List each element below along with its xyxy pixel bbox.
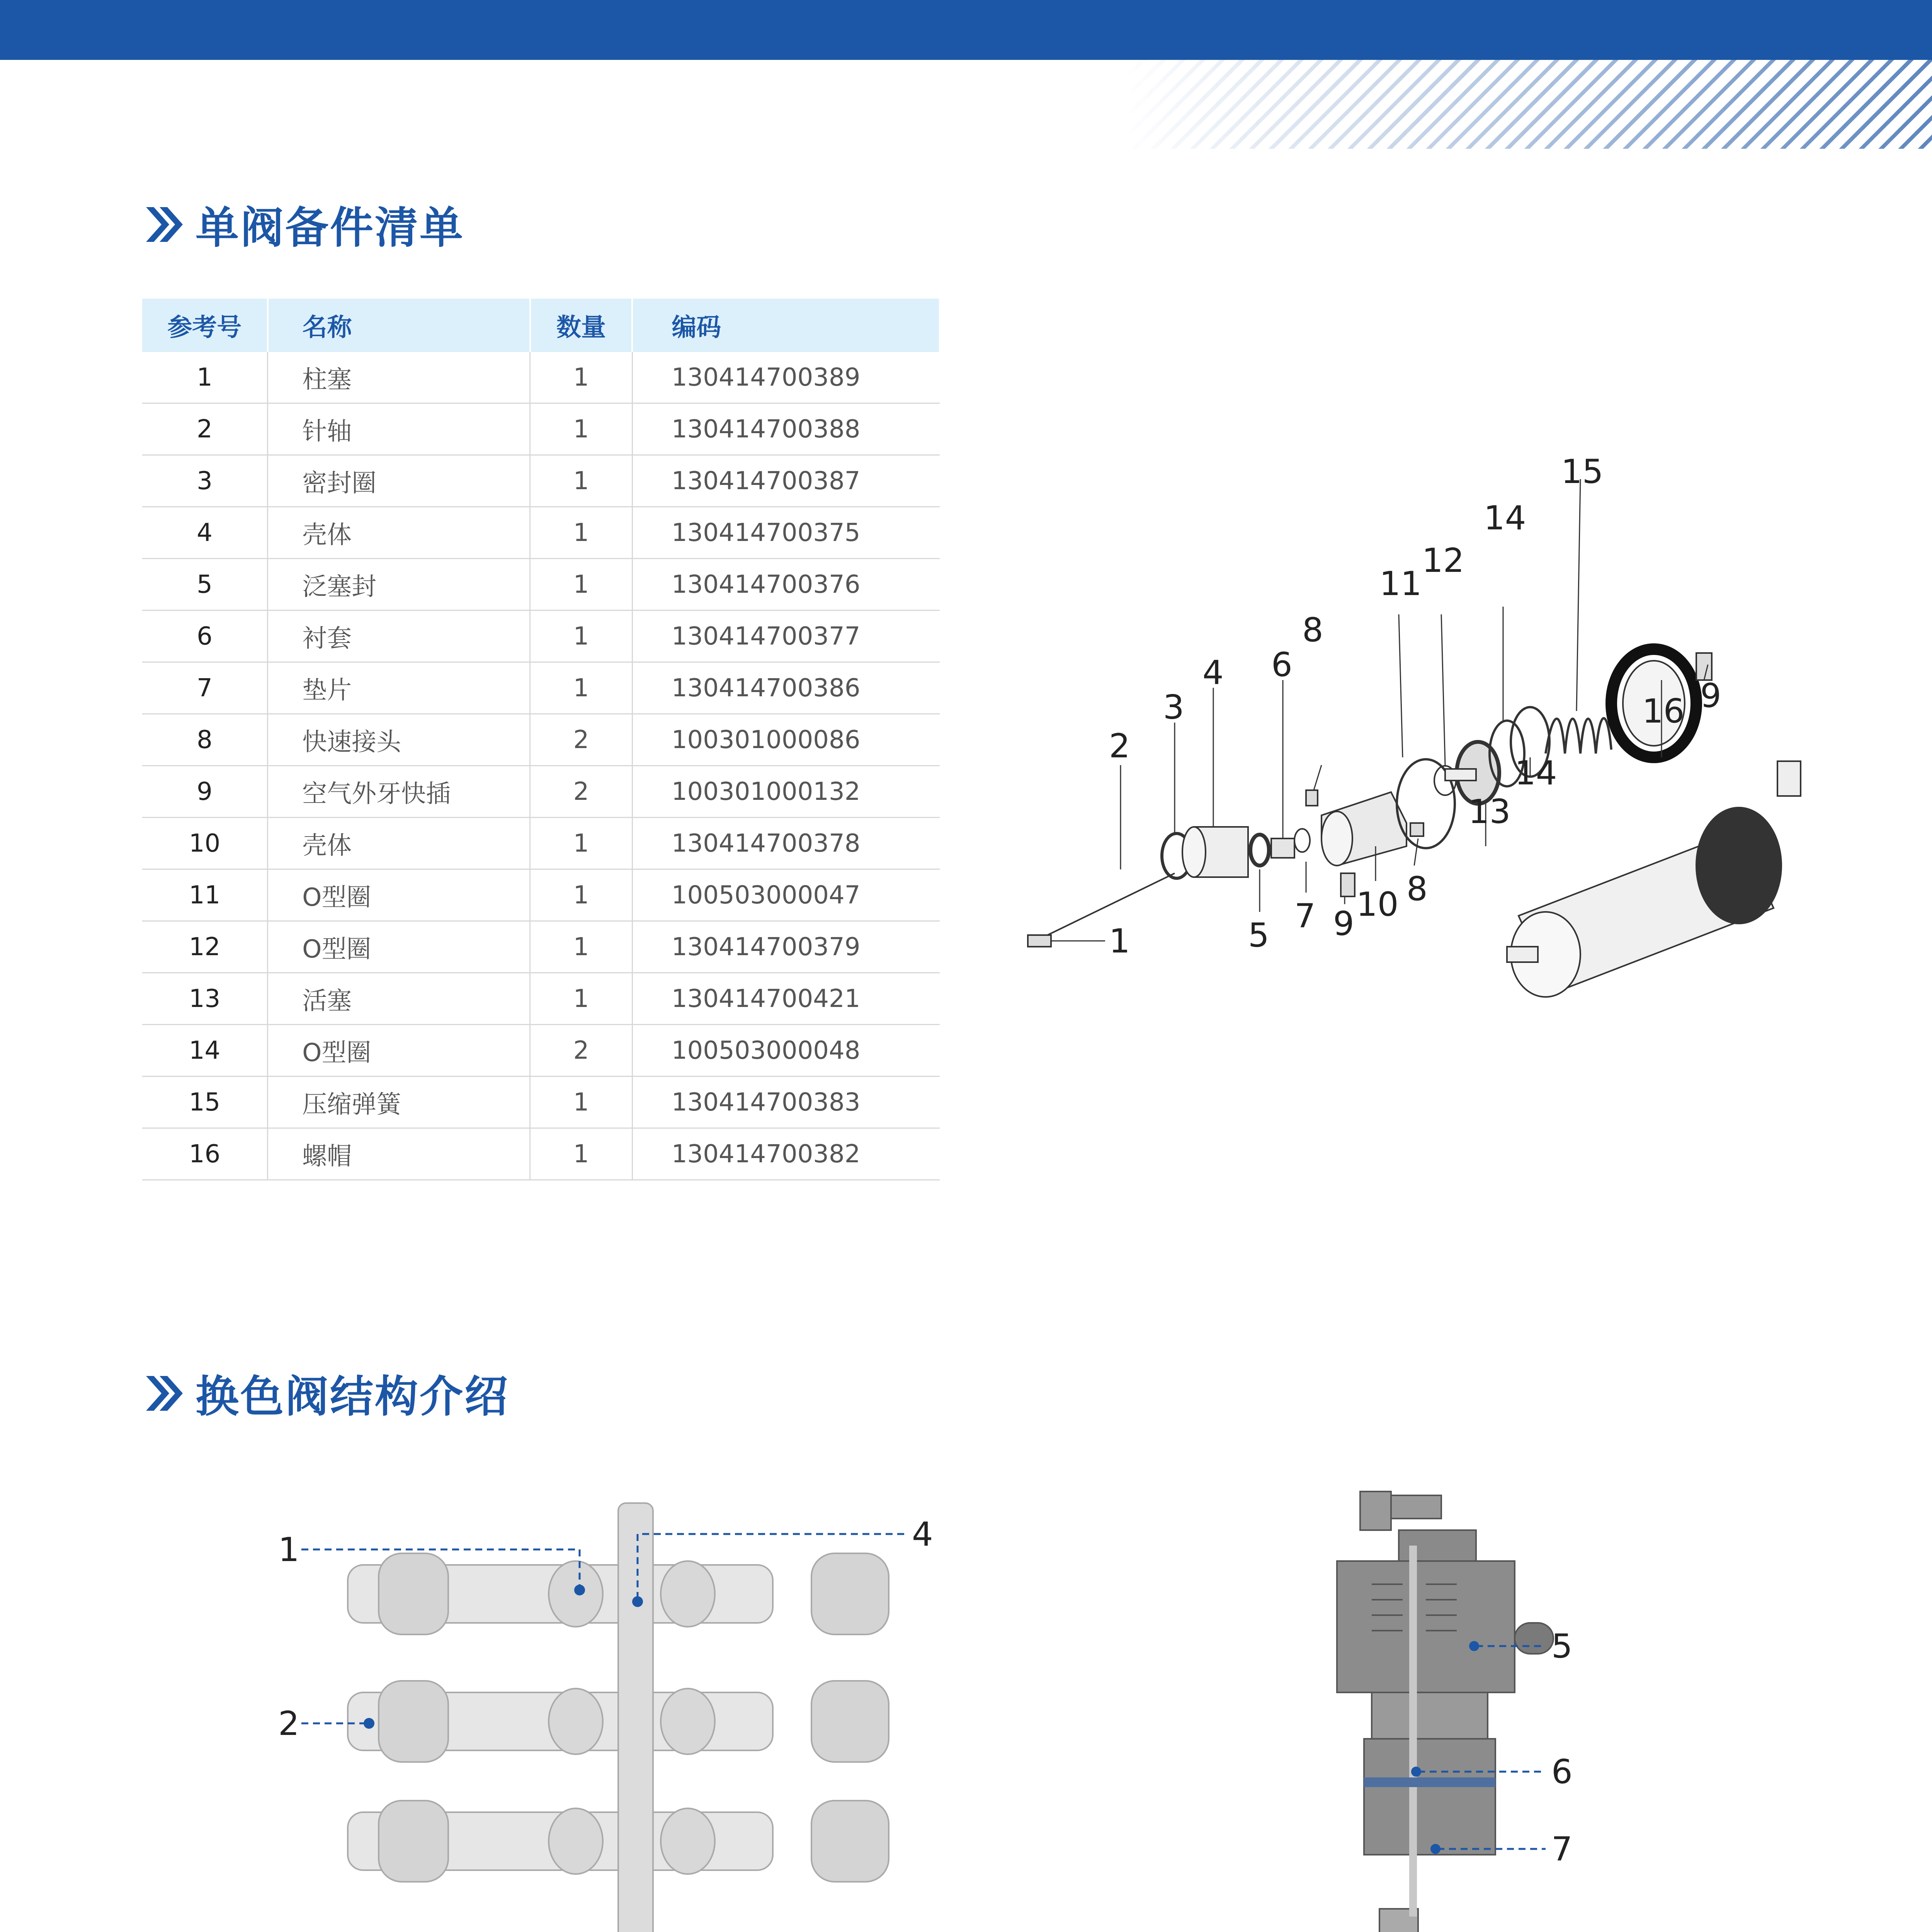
cell-qty: 1 (530, 559, 633, 611)
cell-ref: 7 (142, 662, 268, 714)
exploded-view-drawing (1005, 437, 1816, 1016)
section-title-text: 换色阀结构介绍 (196, 1372, 509, 1422)
exploded-callout-14b: 14 (1515, 754, 1557, 793)
header-code: 编码 (632, 299, 940, 352)
cell-code: 130414700378 (632, 818, 940, 869)
cell-code: 130414700387 (632, 455, 940, 507)
decorative-stripes (1121, 60, 1932, 149)
cell-code: 130414700375 (632, 507, 940, 559)
table-row (142, 714, 940, 766)
cell-ref: 2 (142, 403, 268, 455)
cell-ref: 4 (142, 507, 268, 559)
table-row (142, 507, 940, 559)
exploded-callout-8b: 8 (1406, 870, 1428, 908)
cell-ref: 6 (142, 611, 268, 662)
cell-code: 130414700376 (632, 559, 940, 611)
exploded-callout-14a: 14 (1484, 499, 1526, 537)
cell-code: 100301000086 (632, 714, 940, 766)
cell-name: 针轴 (268, 403, 530, 455)
exploded-callout-7: 7 (1294, 897, 1316, 935)
cell-name: 壳体 (268, 507, 530, 559)
cell-name: 柱塞 (268, 352, 530, 403)
exploded-callout-13: 13 (1468, 793, 1511, 831)
cell-name: 壳体 (268, 818, 530, 869)
cell-qty: 1 (530, 403, 633, 455)
cell-name: 垫片 (268, 662, 530, 714)
exploded-callout-5: 5 (1248, 916, 1269, 955)
section-title-structure (142, 1362, 509, 1424)
top-banner (0, 0, 1932, 60)
cell-ref: 1 (142, 352, 268, 403)
spare-parts-table (142, 299, 940, 1180)
table-row (142, 818, 940, 869)
exploded-callout-12: 12 (1422, 541, 1464, 580)
cell-qty: 1 (530, 507, 633, 559)
exploded-callout-4: 4 (1202, 653, 1224, 692)
cell-name: 活塞 (268, 973, 530, 1025)
exploded-callout-1: 1 (1109, 922, 1130, 961)
cell-name: 泛塞封 (268, 559, 530, 611)
assembly-drawing (270, 1492, 966, 1932)
cell-name: O型圈 (268, 1025, 530, 1077)
table-row (142, 973, 940, 1025)
cell-qty: 1 (530, 973, 633, 1025)
cell-name: O型圈 (268, 869, 530, 921)
cell-qty: 2 (530, 1025, 633, 1077)
cell-code: 130414700389 (632, 352, 940, 403)
cell-qty: 1 (530, 1077, 633, 1128)
cell-code: 130414700382 (632, 1128, 940, 1180)
cell-code: 130414700421 (632, 973, 940, 1025)
exploded-callout-8a: 8 (1302, 611, 1323, 650)
cell-ref: 15 (142, 1077, 268, 1128)
cell-qty: 1 (530, 455, 633, 507)
table-row (142, 559, 940, 611)
cell-code: 100503000048 (632, 1025, 940, 1077)
table-row (142, 455, 940, 507)
cell-qty: 1 (530, 921, 633, 973)
cell-ref: 10 (142, 818, 268, 869)
cross-section-drawing (1314, 1484, 1623, 1932)
exploded-callout-9a: 9 (1333, 905, 1354, 943)
table-row (142, 921, 940, 973)
exploded-callout-9b: 9 (1700, 677, 1721, 715)
cell-qty: 1 (530, 869, 633, 921)
table-row (142, 611, 940, 662)
assembly-callout-2: 2 (278, 1704, 299, 1743)
exploded-callout-10: 10 (1356, 885, 1399, 924)
header-qty: 数量 (530, 299, 633, 352)
cell-name: 螺帽 (268, 1128, 530, 1180)
exploded-callout-6: 6 (1271, 646, 1293, 684)
table-row (142, 1077, 940, 1128)
cell-ref: 16 (142, 1128, 268, 1180)
cell-code: 130414700386 (632, 662, 940, 714)
table-row (142, 662, 940, 714)
table-row (142, 1128, 940, 1180)
cell-qty: 2 (530, 766, 633, 818)
cell-ref: 9 (142, 766, 268, 818)
cell-code: 130414700388 (632, 403, 940, 455)
cell-name: 空气外牙快插 (268, 766, 530, 818)
cell-qty: 1 (530, 611, 633, 662)
table-row (142, 766, 940, 818)
cell-name: O型圈 (268, 921, 530, 973)
table-row (142, 1025, 940, 1077)
cell-code: 130414700377 (632, 611, 940, 662)
cell-code: 100301000132 (632, 766, 940, 818)
table-row (142, 869, 940, 921)
table-header-row (142, 299, 940, 352)
cell-ref: 3 (142, 455, 268, 507)
table-row (142, 352, 940, 403)
cell-code: 100503000047 (632, 869, 940, 921)
cell-ref: 13 (142, 973, 268, 1025)
table-row (142, 403, 940, 455)
double-chevron-icon (142, 1372, 185, 1415)
assembly-callout-1: 1 (278, 1531, 299, 1569)
cell-qty: 2 (530, 714, 633, 766)
cell-name: 压缩弹簧 (268, 1077, 530, 1128)
section-title-spare-parts (142, 193, 464, 255)
cell-qty: 1 (530, 818, 633, 869)
header-ref: 参考号 (142, 299, 268, 352)
cell-ref: 12 (142, 921, 268, 973)
cell-qty: 1 (530, 1128, 633, 1180)
exploded-callout-2: 2 (1109, 727, 1130, 765)
cell-code: 130414700379 (632, 921, 940, 973)
cell-ref: 8 (142, 714, 268, 766)
double-chevron-icon (142, 203, 185, 246)
exploded-callout-16: 16 (1642, 692, 1685, 731)
cell-name: 快速接头 (268, 714, 530, 766)
section-callout-7: 7 (1551, 1830, 1573, 1869)
cell-name: 衬套 (268, 611, 530, 662)
cell-ref: 14 (142, 1025, 268, 1077)
cell-qty: 1 (530, 662, 633, 714)
cell-ref: 5 (142, 559, 268, 611)
section-title-text: 单阀备件清单 (196, 203, 464, 253)
cell-name: 密封圈 (268, 455, 530, 507)
section-callout-6: 6 (1551, 1753, 1573, 1791)
assembly-callout-4: 4 (912, 1515, 933, 1554)
exploded-callout-15: 15 (1561, 452, 1604, 491)
exploded-callout-3: 3 (1163, 688, 1184, 727)
cell-ref: 11 (142, 869, 268, 921)
cell-code: 130414700383 (632, 1077, 940, 1128)
cell-qty: 1 (530, 352, 633, 403)
header-name: 名称 (268, 299, 530, 352)
section-callout-5: 5 (1551, 1627, 1573, 1666)
exploded-callout-11: 11 (1379, 565, 1422, 603)
